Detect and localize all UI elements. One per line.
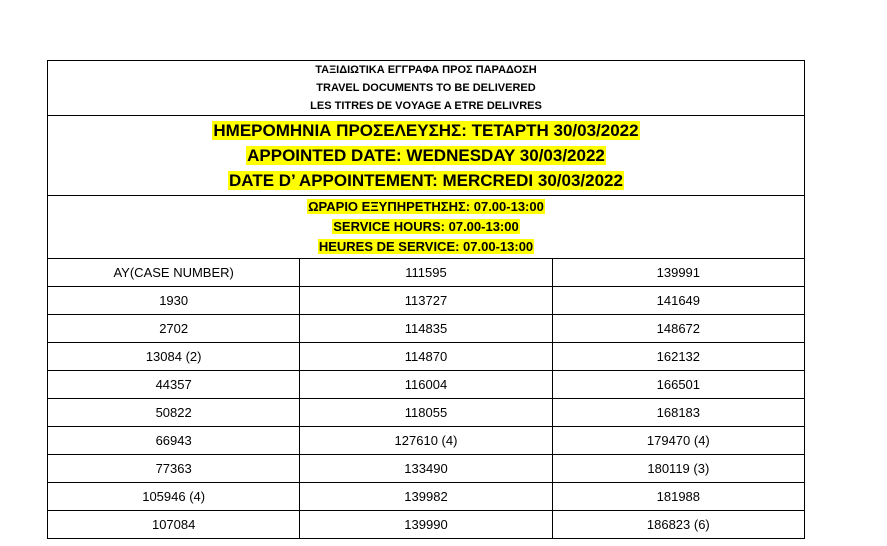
table-row	[48, 315, 805, 343]
table-row	[48, 259, 805, 287]
case-number-cell: 186823 (6)	[552, 511, 804, 539]
case-number-cell: 181988	[552, 483, 804, 511]
hours-cell	[48, 196, 805, 259]
case-number-cell: 139990	[300, 511, 552, 539]
case-number-cell: 141649	[552, 287, 804, 315]
case-number-cell: 180119 (3)	[552, 455, 804, 483]
case-number-header: AY(CASE NUMBER)	[48, 259, 300, 287]
title-greek: ΤΑΞΙΔΙΩΤΙΚΑ ΕΓΓΡΑΦΑ ΠΡΟΣ ΠΑΡΑΔΟΣΗ	[315, 64, 537, 76]
table-row	[48, 455, 805, 483]
title-english: TRAVEL DOCUMENTS TO BE DELIVERED	[316, 82, 536, 94]
date-english: APPOINTED DATE: WEDNESDAY 30/03/2022	[247, 146, 605, 165]
case-number-cell: 133490	[300, 455, 552, 483]
case-number-cell: 168183	[552, 399, 804, 427]
case-number-cell: 66943	[48, 427, 300, 455]
case-number-cell: 1930	[48, 287, 300, 315]
date-greek: ΗΜΕΡΟΜΗΝΙΑ ΠΡΟΣΕΛΕΥΣΗΣ: ΤΕΤΑΡΤΗ 30/03/2022	[213, 121, 639, 140]
case-number-cell: 13084 (2)	[48, 343, 300, 371]
table-row	[48, 343, 805, 371]
case-number-cell: 113727	[300, 287, 552, 315]
case-number-cell: 111595	[300, 259, 552, 287]
table-row	[48, 511, 805, 539]
date-cell	[48, 116, 805, 196]
case-number-cell: 107084	[48, 511, 300, 539]
case-number-cell: 2702	[48, 315, 300, 343]
delivery-table	[47, 60, 805, 539]
case-number-cell: 118055	[300, 399, 552, 427]
title-cell	[48, 61, 805, 116]
table-row	[48, 483, 805, 511]
hours-english: SERVICE HOURS: 07.00-13:00	[333, 219, 519, 234]
date-row	[48, 116, 805, 196]
case-number-cell: 105946 (4)	[48, 483, 300, 511]
case-number-cell: 148672	[552, 315, 804, 343]
case-number-cell: 44357	[48, 371, 300, 399]
case-number-cell: 77363	[48, 455, 300, 483]
case-number-cell: 127610 (4)	[300, 427, 552, 455]
hours-french: HEURES DE SERVICE: 07.00-13:00	[318, 239, 534, 254]
case-number-cell: 139991	[552, 259, 804, 287]
case-number-cell: 50822	[48, 399, 300, 427]
case-number-cell: 114835	[300, 315, 552, 343]
table-row	[48, 287, 805, 315]
hours-row	[48, 196, 805, 259]
date-french: DATE D’ APPOINTEMENT: MERCREDI 30/03/2022	[229, 171, 623, 190]
table-row	[48, 427, 805, 455]
title-row	[48, 61, 805, 116]
table-row	[48, 371, 805, 399]
title-french: LES TITRES DE VOYAGE A ETRE DELIVRES	[310, 100, 542, 112]
case-number-cell: 116004	[300, 371, 552, 399]
case-number-cell: 114870	[300, 343, 552, 371]
case-number-cell: 166501	[552, 371, 804, 399]
case-number-cell: 162132	[552, 343, 804, 371]
hours-greek: ΩΡΑΡΙΟ ΕΞΥΠΗΡΕΤΗΣΗΣ: 07.00-13:00	[308, 199, 544, 214]
case-number-cell: 179470 (4)	[552, 427, 804, 455]
table-row	[48, 399, 805, 427]
case-number-cell: 139982	[300, 483, 552, 511]
